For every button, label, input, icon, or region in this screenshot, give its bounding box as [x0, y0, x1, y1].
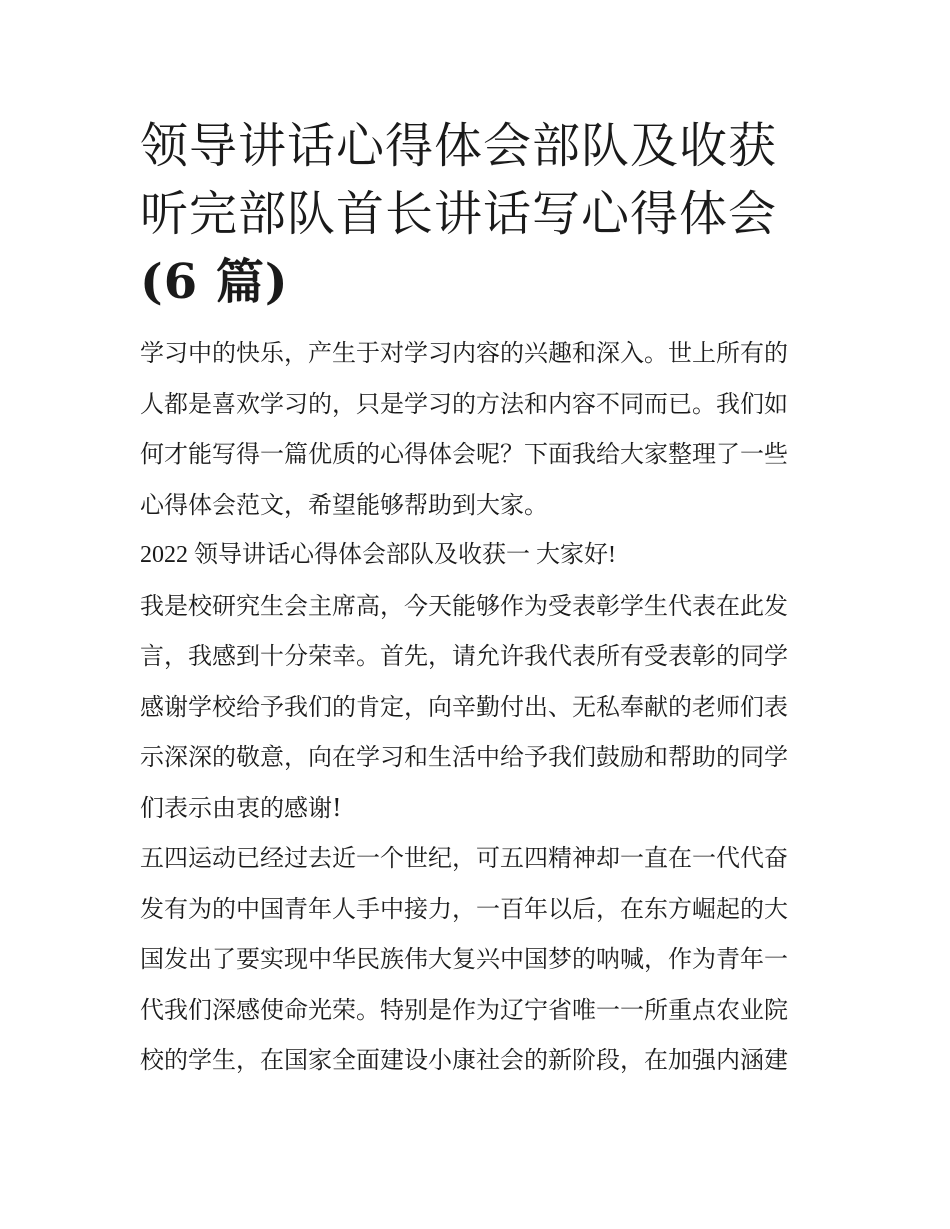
paragraph-may-fourth: [140, 833, 812, 1086]
document-page: [140, 112, 812, 1086]
paragraph-line: 代我们深感使命光荣。特别是作为辽宁省唯一一所重点农业院: [140, 995, 788, 1024]
paragraph-line: 学习中的快乐，产生于对学习内容的兴趣和深入。世上所有的: [140, 339, 788, 367]
paragraph-line: 心得体会范文，希望能够帮助到大家。: [140, 490, 548, 519]
title-line-1: 领导讲话心得体会部队及收获: [140, 118, 778, 174]
paragraph-line: 五四运动已经过去近一个世纪，可五四精神却一直在一代代奋: [140, 844, 788, 872]
paragraph-line: 国发出了要实现中华民族伟大复兴中国梦的呐喊，作为青年一: [140, 945, 788, 973]
paragraph-line: 何才能写得一篇优质的心得体会呢？下面我给大家整理了一些: [140, 440, 788, 468]
paragraph-line: 们表示由衷的感谢!: [140, 793, 342, 822]
paragraph-line: 言，我感到十分荣幸。首先，请允许我代表所有受表彰的同学: [140, 642, 788, 670]
document-title: [140, 112, 812, 316]
title-line-2: 听完部队首长讲话写心得体会: [140, 186, 778, 242]
title-line-3: (6 篇): [140, 254, 289, 310]
paragraph-line: 感谢学校给予我们的肯定，向辛勤付出、无私奉献的老师们表: [140, 692, 788, 721]
paragraph-speech-opening: [140, 581, 812, 834]
paragraph-intro: [140, 328, 812, 530]
paragraph-line: 发有为的中国青年人手中接力，一百年以后，在东方崛起的大: [140, 894, 788, 923]
section-heading: 2022 领导讲话心得体会部队及收获一 大家好!: [140, 542, 616, 568]
paragraph-line: 人都是喜欢学习的，只是学习的方法和内容不同而已。我们如: [140, 389, 788, 418]
paragraph-line: 示深深的敬意，向在学习和生活中给予我们鼓励和帮助的同学: [140, 743, 788, 771]
paragraph-line: 校的学生，在国家全面建设小康社会的新阶段，在加强内涵建: [140, 1046, 788, 1074]
paragraph-line: 我是校研究生会主席高，今天能够作为受表彰学生代表在此发: [140, 591, 788, 620]
paragraph-heading: [140, 530, 812, 581]
